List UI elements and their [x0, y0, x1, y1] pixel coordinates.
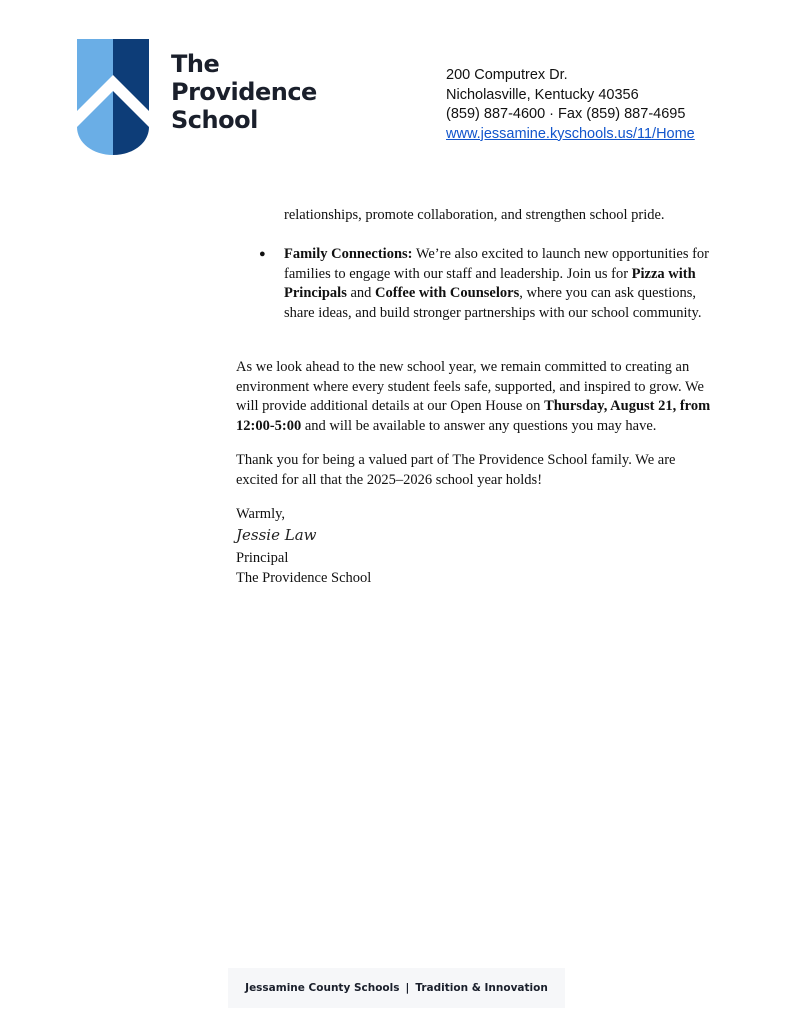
open-house-paragraph: As we look ahead to the new school year, we remain committed to creating an environment where every student feels safe, supported, and inspired to grow. We will provide additional details at our Open House on Thursday, August 21, from 12:00-5:00 and will be available to answer any questions you may have.: [236, 359, 711, 434]
school-logo-icon: [77, 39, 149, 155]
wordmark-line-3: School: [171, 106, 258, 134]
coffee-event: Coffee with Counselors: [375, 285, 520, 301]
closing: Warmly,: [236, 506, 286, 522]
address-street: 200 Computrex Dr.: [446, 67, 568, 83]
open-house-date: Thursday, August 21, from 12:00-5:00: [236, 398, 711, 434]
wordmark-line-2: Providence: [171, 78, 317, 106]
footer-motto: Tradition & Innovation: [415, 982, 548, 994]
bullet-icon: ●: [259, 248, 266, 260]
bullet-label: Family Connections:: [284, 246, 413, 262]
signer-title: Principal: [236, 550, 289, 566]
address-phone-fax: (859) 887-4600 · Fax (859) 887-4695: [446, 106, 686, 122]
signer-school: The Providence School: [236, 570, 372, 586]
footer-separator: |: [405, 982, 410, 994]
website-link[interactable]: www.jessamine.kyschools.us/11/Home: [446, 125, 695, 142]
school-address-block: [446, 66, 695, 144]
family-connections-item: Family Connections: We’re also excited to launch new opportunities for families to engage with our staff and leadership. Join us for Pizza with Principals and Coffee with Counselors, where you can ask questions, share ideas, and build stronger partnerships with our school community.: [284, 246, 710, 321]
wordmark-line-1: The: [171, 50, 220, 78]
pizza-event: Pizza with Principals: [284, 265, 696, 301]
continuation-paragraph: relationships, promote collaboration, and strengthen school pride.: [284, 207, 665, 223]
page-footer: [228, 968, 565, 1008]
signature: Jessie Law: [236, 526, 317, 544]
address-city: Nicholasville, Kentucky 40356: [446, 86, 639, 103]
footer-district: Jessamine County Schools: [245, 982, 400, 994]
school-wordmark: [171, 50, 317, 134]
thank-you-paragraph: Thank you for being a valued part of The Providence School family. We are excited for all that the 2025–2026 school year holds!: [236, 452, 676, 488]
